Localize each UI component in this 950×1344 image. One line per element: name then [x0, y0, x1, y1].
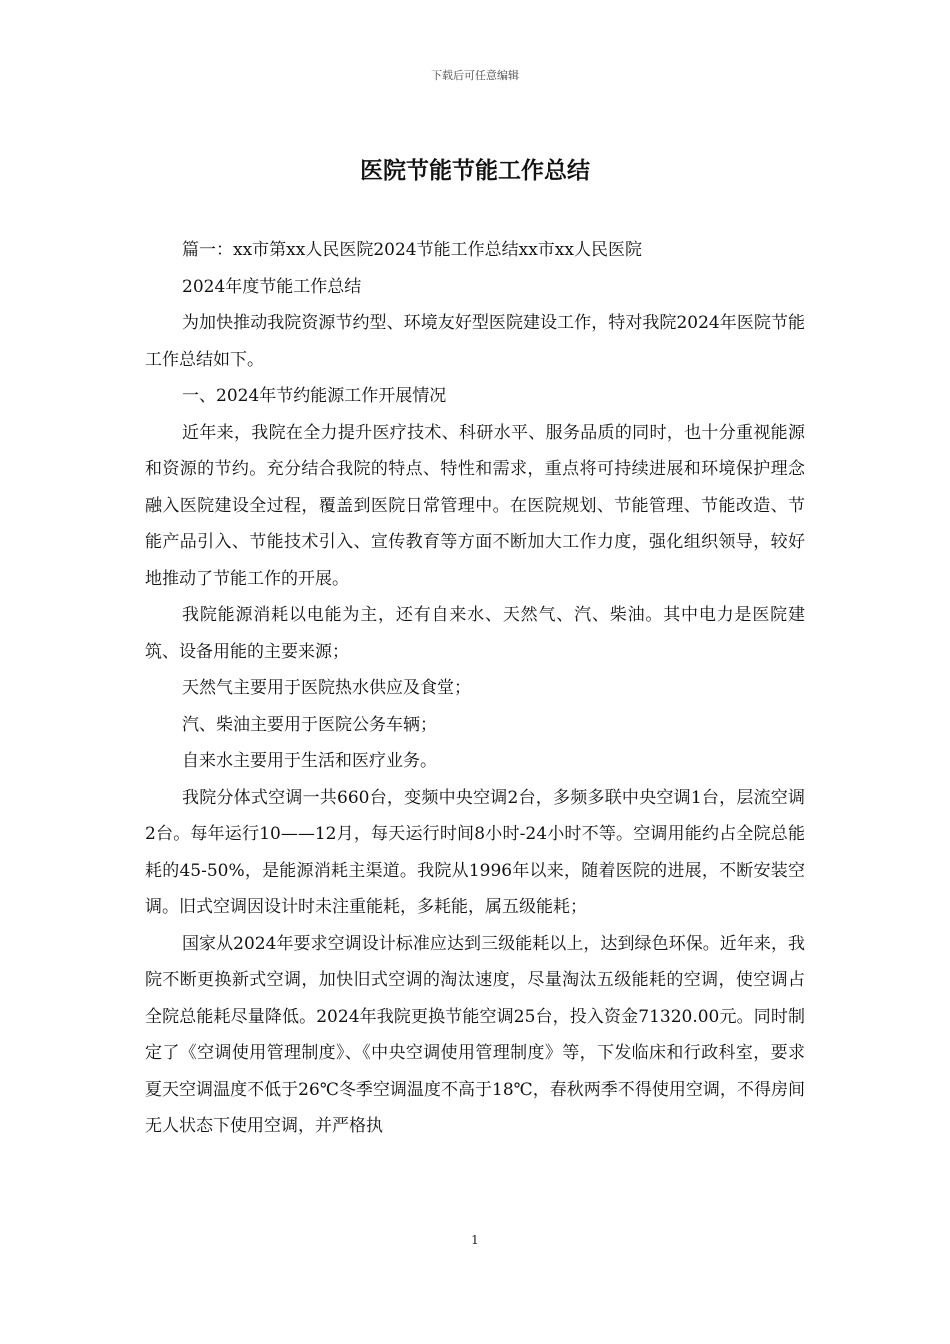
- paragraph-water: 自来水主要用于生活和医疗业务。: [182, 751, 437, 771]
- paragraph-subtitle: 2024年度节能工作总结: [182, 276, 362, 297]
- paragraph-fuel: 汽、柴油主要用于医院公务车辆；: [182, 714, 437, 735]
- document-body: [145, 232, 805, 1145]
- paragraph-energy-sources: 我院能源消耗以电能为主，还有自来水、天然气、汽、柴油。其中电力是医院建筑、设备用能的主要来源；: [145, 605, 805, 662]
- page-number: 1: [471, 1233, 479, 1247]
- document-title: 医院节能节能工作总结: [360, 158, 590, 184]
- paragraph-air-conditioning: 我院分体式空调一共660台，变频中央空调2台，多频多联中央空调1台，层流空调2台。每年运行10——12月，每天运行时间8小时-24小时不等。空调用能约占全院总能耗的45-50%，是能源消耗主渠道。我院从1996年以来，随着医院的进展，不断安装空调。旧式空调因设计时未注重能耗，多耗能，属五级能耗；: [145, 787, 805, 917]
- paragraph-intro: 为加快推动我院资源节约型、环境友好型医院建设工作，特对我院2024年医院节能工作总结如下。: [145, 313, 805, 370]
- paragraph-article-heading: 篇一：xx市第xx人民医院2024节能工作总结xx市xx人民医院: [182, 240, 642, 260]
- paragraph-overview: 近年来，我院在全力提升医疗技术、科研水平、服务品质的同时，也十分重视能源和资源的节约。充分结合我院的特点、特性和需求，重点将可持续进展和环境保护理念融入医院建设全过程，覆盖到医院日常管理中。在医院规划、节能管理、节能改造、节能产品引入、节能技术引入、宣传教育等方面不断加大工作力度，强化组织领导，较好地推动了节能工作的开展。: [145, 422, 805, 589]
- paragraph-section-heading: 一、2024年节约能源工作开展情况: [182, 386, 447, 406]
- paragraph-national-standard: 国家从2024年要求空调设计标准应达到三级能耗以上，达到绿色环保。近年来，我院不断更换新式空调，加快旧式空调的淘汰速度，尽量淘汰五级能耗的空调，使空调占全院总能耗尽量降低。2024年我院更换节能空调25台，投入资金71320.00元。同时制定了《空调使用管理制度》、《中央空调使用管理制度》等，下发临床和行政科室，要求夏天空调温度不低于26℃冬季空调温度不高于18℃，春秋两季不得使用空调，不得房间无人状态下使用空调，并严格执: [145, 933, 805, 1136]
- header-note: 下载后可任意编辑: [431, 69, 519, 82]
- paragraph-natural-gas: 天然气主要用于医院热水供应及食堂；: [182, 678, 471, 698]
